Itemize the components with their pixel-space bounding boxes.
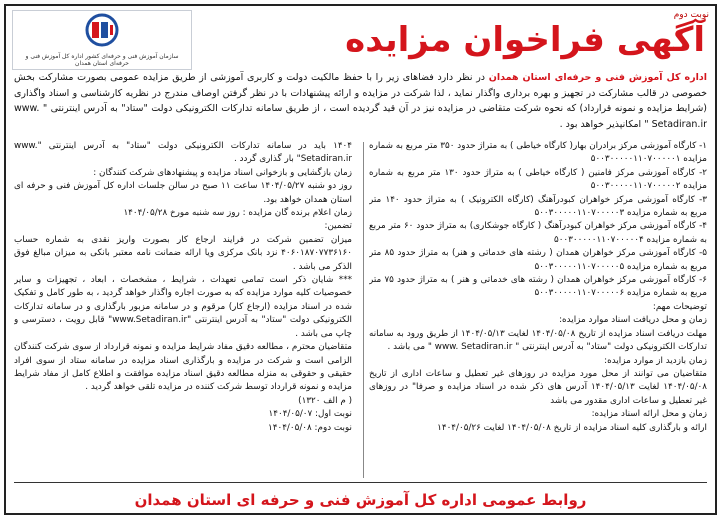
opening-heading: زمان بازگشایی و بازخوانی اسناد مزایده و پیشنهادهای شرکت کنندگان : [93, 167, 352, 178]
round-label: نوبت دوم [673, 10, 709, 20]
terms-notice: *** شایان ذکر است تمامی تعهدات ، شرایط ، مشخصات ، ابعاد ، تجهیزات و سایر خصوصیات کلیه موارد مزایده که به صورت اجاره واگذار خواهد گردید ، به طور کامل و تفکیک شده در اسناد مزایده (ارجاع کار) مرقوم و در سامانه مزبور بارگذاری و در سامانه تدارکات الکترونیکی دولت "ستاد" به آدرس اینترنتی "www.Setadiran.ir" قابل رویت ، دسترسی و چاپ می باشد . [14, 275, 352, 339]
submission-text-continued: ۱۴۰۴ باید در سامانه تدارکات الکترونیکی دولت "ستاد" به آدرس اینترنتی "www. Setadiran.ir" بار گذاری گردد . [14, 141, 352, 165]
header [6, 6, 715, 70]
guarantee-text: میزان تضمین شرکت در فرایند ارجاع کار بصورت واریز نقدی به شماره حساب ۴۰۶۰۱۸۷۰۷۷۳۶۱۶۰ نزد بانک مرکزی ویا ارائه ضمانت نامه معتبر بانکی به میزان مبالغ فوق الذکر می باشد . [14, 234, 352, 272]
workshop-item-3: ۳- کارگاه آموزشی مرکز خواهران کبودرآهنگ (کارگاه الکترونیک ) به متراژ حدود ۱۴۰ متر مربع به شماره مزایده ۵۰۰۳۰۰۰۰۰۱۱۰۷۰۰۰۰۰۳ [369, 194, 707, 219]
guarantee-heading: تضمین: [324, 221, 352, 232]
reference-code: ( م الف ۱۳۲۰) [298, 395, 352, 406]
applicants-notice: متقاضیان محترم ، مطالعه دقیق مفاد شرایط مزایده و نمونه قرارداد از سوی شرکت کنندگان الزامی است و شرکت در مزایده و بارگذاری اسناد مزایده در سامانه ستاد از سوی افراد حقیقی و حقوقی به منزله مطالعه دقیق اسناد مزایده موافقت و اطلاع کامل از مفاد شرایط مزایده و نمونه قرارداد توسط شرکت کننده در مزایده تلقی خواهد گردید . [14, 342, 352, 393]
organization-logo [12, 10, 192, 70]
logo-caption: سازمان آموزش فنی و حرفه‌ای کشور اداره کل آموزش فنی و حرفه‌ای استان همدان [25, 53, 179, 67]
workshop-item-5: ۵- کارگاه آموزشی مرکز خواهران همدان ( رشته های خدماتی و هنر) به متراژ حدود ۸۵ متر مربع به شماره مزایده ۵۰۰۳۰۰۰۰۰۱۱۰۷۰۰۰۰۰۵ [369, 248, 707, 272]
workshop-item-4: ۴- کارگاه آموزشی مرکز خواهران کبودرآهنگ ( کارگاه جوشکاری) به متراژ حدود ۶۰ متر مربع به شماره مزایده ۵۰۰۳۰۰۰۰۰۱۱۰۷۰۰۰۰۰۴ [369, 221, 707, 245]
workshop-item-6: ۶- کارگاه آموزشی مرکز خواهران همدان ( رشته های خدماتی و هنر ) به متراژ حدود ۷۵ متر مربع به شماره مزایده ۵۰۰۳۰۰۰۰۰۱۱۰۷۰۰۰۰۰۶ [369, 275, 707, 299]
intro-paragraph [14, 70, 707, 136]
left-column [14, 140, 352, 478]
visit-heading: زمان بازدید از موارد مزایده: [604, 355, 707, 366]
second-round-date: نوبت دوم: ۱۴۰۴/۰۵/۰۸ [268, 422, 352, 433]
footer-signature: روابط عمومی اداره کل آموزش فنی و حرفه ای استان همدان [134, 491, 587, 509]
notes-heading: توضیحات مهم: [652, 301, 707, 312]
winners-announcement: زمان اعلام برنده گان مزایده : روز سه شنبه مورخ ۱۴۰۴/۰۵/۲۸ [123, 208, 352, 219]
workshop-item-1: ۱- کارگاه آموزشی مرکز برادران بهار( کارگاه خیاطی ) به متراژ حدود ۳۵۰ متر مربع به شماره مزایده ۵۰۰۳۰۰۰۰۰۱۱۰۷۰۰۰۰۰۱ [369, 141, 707, 165]
logo-emblem-icon [68, 13, 136, 47]
opening-text: روز دو شنبه ۱۴۰۴/۰۵/۲۷ ساعت ۱۱ صبح در سالن جلسات اداره کل آموزش فنی و حرفه ای استان همدان خواهد بود. [14, 181, 352, 205]
first-round-date: نوبت اول: ۱۴۰۴/۰۵/۰۷ [268, 409, 352, 420]
advertisement-frame [4, 4, 717, 515]
workshop-item-2: ۲- کارگاه آموزشی مرکز فامنین ( کارگاه خیاطی ) به متراژ حدود ۱۳۰ متر مربع به شماره مزایده ۵۰۰۳۰۰۰۰۰۱۱۰۷۰۰۰۰۰۲ [369, 167, 707, 192]
footer-divider [14, 482, 707, 483]
page-title: آگهی فراخوان مزایده [345, 20, 705, 60]
intro-text: در نظر دارد فضاهای زیر را با حفظ مالکیت دولت و کاربری آموزشی از طریق مزایده عمومی بصورت مشارکت بخش خصوصی در قالب مشارکت در تجهیز و بهره برداری واگذار نماید ، لذا شرکت در مزایده و ارائه پیشنهادات با در نظر گرفتن اوصاف مندرج در نظریه کارشناسی و اسناد واگذاری (شرایط مزایده و نمونه قرارداد) که نحوه شرکت متقاضی در مزایده نیز در آن قید گردیده است ، از طریق سامانه تدارکات الکترونیکی دولت "ستاد" به آدرس اینترنتی " www. Setadiran.ir " امکانپذیر خواهد بود . [14, 72, 707, 130]
visit-text: متقاضیان می توانند از محل مورد مزایده در روزهای غیر تعطیل و ساعات اداری از تاریخ ۱۴۰۴/۰۵/۰۸ لغایت ۱۴۰۴/۰۵/۱۳ آدرس های ذکر شده در اسناد مزایده و صرفا" در روزهای غیر تعطیل و ساعات اداری مقدور می باشد [369, 368, 707, 406]
organization-name: اداره کل آموزش فنی و حرفه‌ای استان همدان [488, 72, 707, 83]
column-divider [363, 142, 364, 478]
submission-text: ارائه و بارگذاری کلیه اسناد مزایده از تاریخ ۱۴۰۴/۰۵/۰۸ لغایت ۱۴۰۴/۰۵/۲۶ [437, 422, 707, 433]
documents-receipt-text: مهلت دریافت اسناد مزایده از تاریخ ۱۴۰۴/۰۵/۰۸ لغایت ۱۴۰۴/۰۵/۱۳ از طریق ورود به سامانه تدارکات الکترونیکی دولت "ستاد" به آدرس اینترنتی " www. Setadiran.ir " می باشد . [369, 328, 707, 353]
right-column [369, 140, 707, 478]
documents-receipt-heading: زمان و محل دریافت اسناد موارد مزایده: [559, 315, 707, 326]
submission-heading: زمان و محل ارائه اسناد مزایده: [591, 409, 707, 420]
